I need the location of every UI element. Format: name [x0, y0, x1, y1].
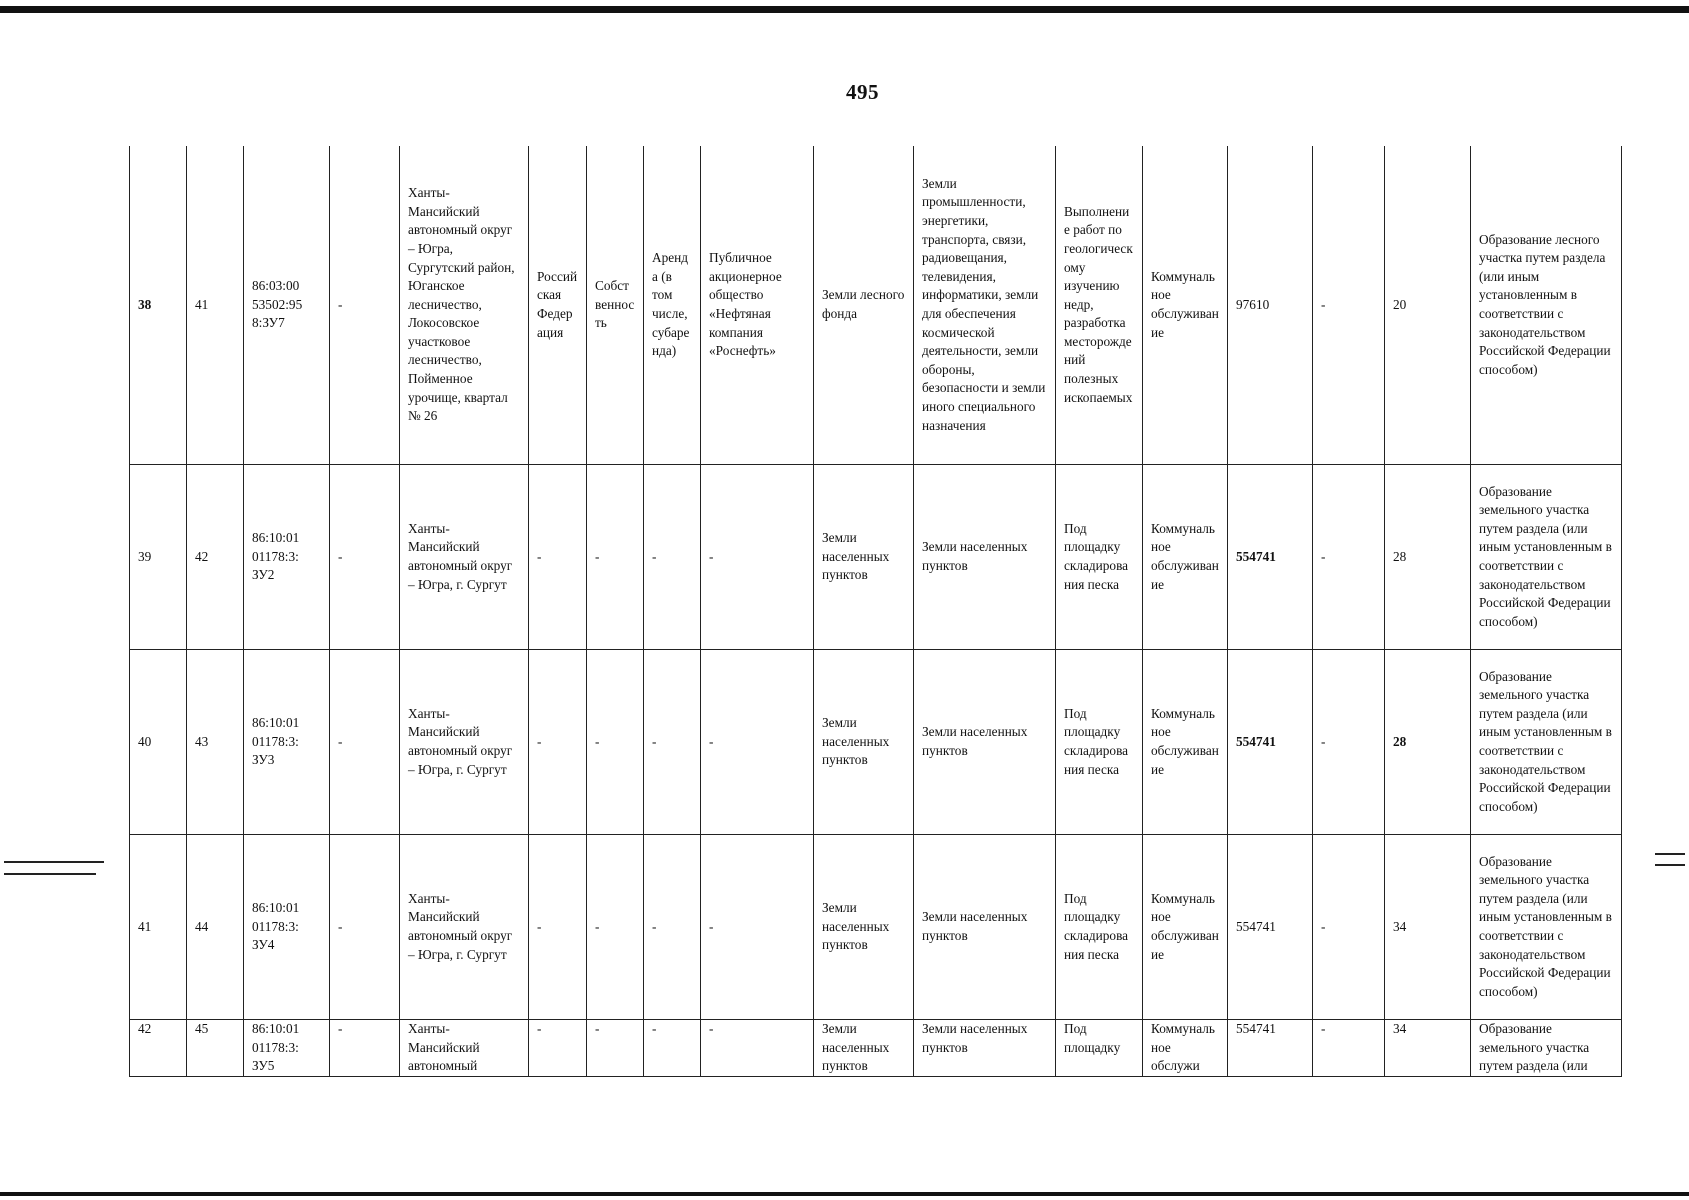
col15-cell: 28	[1385, 465, 1471, 650]
encumbrance-cell: -	[644, 650, 701, 835]
page-number: 495	[846, 80, 879, 104]
formation-cell: Образование земельного участка путем раздела (или иным установленным в соответствии с законодательством Российской Федерации способом)	[1471, 650, 1622, 835]
right-type-cell: Собственность	[587, 146, 644, 465]
table-row	[130, 146, 1622, 465]
extra-cell: -	[330, 146, 400, 465]
row-number: 40	[130, 650, 187, 835]
cadastral-number: 86:10:01 01178:3: ЗУ4	[244, 835, 330, 1020]
use-cell: Под площадку складирования песка	[1056, 465, 1143, 650]
owner-cell: -	[529, 835, 587, 1020]
use-cell: Под площадку складирования песка	[1056, 650, 1143, 835]
table-row	[130, 835, 1622, 1020]
object-number: 44	[187, 835, 244, 1020]
purpose-cell: Коммунальное обслужи	[1143, 1020, 1228, 1077]
purpose-cell: Коммунальное обслуживание	[1143, 465, 1228, 650]
table-row	[130, 1020, 1622, 1077]
category-cell: Земли лесного фонда	[814, 146, 914, 465]
owner-cell: Российская Федерация	[529, 146, 587, 465]
cadastral-number: 86:10:01 01178:3: ЗУ2	[244, 465, 330, 650]
holder-cell: -	[701, 835, 814, 1020]
purpose-cell: Коммунальное обслуживание	[1143, 146, 1228, 465]
area-cell: 554741	[1228, 465, 1313, 650]
formation-cell: Образование лесного участка путем раздела (или иным установленным в соответствии с законодательством Российской Федерации способом)	[1471, 146, 1622, 465]
right-type-cell: -	[587, 1020, 644, 1077]
col14-cell: -	[1313, 146, 1385, 465]
cadastral-number: 86:10:01 01178:3: ЗУ5	[244, 1020, 330, 1077]
extra-cell: -	[330, 1020, 400, 1077]
holder-cell: Публичное акционерное общество «Нефтяная компания «Роснефть»	[701, 146, 814, 465]
right-type-cell: -	[587, 835, 644, 1020]
row-number: 41	[130, 835, 187, 1020]
address-cell: Ханты-Мансийский автономный	[400, 1020, 529, 1077]
holder-cell: -	[701, 1020, 814, 1077]
margin-mark-left	[4, 861, 104, 863]
encumbrance-cell: -	[644, 835, 701, 1020]
owner-cell: -	[529, 1020, 587, 1077]
holder-cell: -	[701, 465, 814, 650]
right-type-cell: -	[587, 465, 644, 650]
margin-mark-left	[4, 873, 96, 875]
use-cell: Выполнение работ по геологическому изучению недр, разработка месторождений полезных ископаемых	[1056, 146, 1143, 465]
area-cell: 97610	[1228, 146, 1313, 465]
formation-cell: Образование земельного участка путем раздела (или	[1471, 1020, 1622, 1077]
extra-cell: -	[330, 465, 400, 650]
object-number: 43	[187, 650, 244, 835]
col14-cell: -	[1313, 465, 1385, 650]
cadastral-number: 86:10:01 01178:3: ЗУ3	[244, 650, 330, 835]
col14-cell: -	[1313, 1020, 1385, 1077]
category-cell: Земли населенных пунктов	[814, 465, 914, 650]
col14-cell: -	[1313, 650, 1385, 835]
object-number: 45	[187, 1020, 244, 1077]
category-new-cell: Земли населенных пунктов	[914, 835, 1056, 1020]
right-type-cell: -	[587, 650, 644, 835]
row-number: 42	[130, 1020, 187, 1077]
encumbrance-cell: Аренда (в том числе, субаренда)	[644, 146, 701, 465]
col15-cell: 34	[1385, 835, 1471, 1020]
col14-cell: -	[1313, 835, 1385, 1020]
col15-cell: 28	[1385, 650, 1471, 835]
holder-cell: -	[701, 650, 814, 835]
area-cell: 554741	[1228, 835, 1313, 1020]
purpose-cell: Коммунальное обслуживание	[1143, 835, 1228, 1020]
row-number: 38	[130, 146, 187, 465]
encumbrance-cell: -	[644, 465, 701, 650]
extra-cell: -	[330, 650, 400, 835]
category-new-cell: Земли населенных пунктов	[914, 1020, 1056, 1077]
table-row	[130, 465, 1622, 650]
purpose-cell: Коммунальное обслуживание	[1143, 650, 1228, 835]
address-cell: Ханты-Мансийский автономный округ – Югра, г. Сургут	[400, 650, 529, 835]
address-cell: Ханты-Мансийский автономный округ – Югра, г. Сургут	[400, 835, 529, 1020]
address-cell: Ханты-Мансийский автономный округ – Югра, г. Сургут	[400, 465, 529, 650]
category-new-cell: Земли населенных пунктов	[914, 650, 1056, 835]
scan-border-bottom	[0, 1192, 1689, 1196]
col15-cell: 20	[1385, 146, 1471, 465]
category-cell: Земли населенных пунктов	[814, 1020, 914, 1077]
area-cell: 554741	[1228, 650, 1313, 835]
object-number: 41	[187, 146, 244, 465]
owner-cell: -	[529, 465, 587, 650]
extra-cell: -	[330, 835, 400, 1020]
margin-mark-right	[1655, 864, 1685, 866]
table-row	[130, 650, 1622, 835]
address-cell: Ханты-Мансийский автономный округ – Югра, Сургутский район, Юганское лесничество, Локосовское участковое лесничество, Пойменное урочище, квартал № 26	[400, 146, 529, 465]
col15-cell: 34	[1385, 1020, 1471, 1077]
row-number: 39	[130, 465, 187, 650]
land-plot-register-table	[129, 146, 1622, 1077]
category-cell: Земли населенных пунктов	[814, 650, 914, 835]
use-cell: Под площадку складирования песка	[1056, 835, 1143, 1020]
formation-cell: Образование земельного участка путем раздела (или иным установленным в соответствии с законодательством Российской Федерации способом)	[1471, 835, 1622, 1020]
area-cell: 554741	[1228, 1020, 1313, 1077]
margin-mark-right	[1655, 853, 1685, 855]
formation-cell: Образование земельного участка путем раздела (или иным установленным в соответствии с законодательством Российской Федерации способом)	[1471, 465, 1622, 650]
use-cell: Под площадку	[1056, 1020, 1143, 1077]
object-number: 42	[187, 465, 244, 650]
cadastral-number: 86:03:00 53502:95 8:ЗУ7	[244, 146, 330, 465]
category-cell: Земли населенных пунктов	[814, 835, 914, 1020]
scan-border-top	[0, 6, 1689, 13]
category-new-cell: Земли населенных пунктов	[914, 465, 1056, 650]
encumbrance-cell: -	[644, 1020, 701, 1077]
owner-cell: -	[529, 650, 587, 835]
category-new-cell: Земли промышленности, энергетики, транспорта, связи, радиовещания, телевидения, информатики, земли для обеспечения космической деятельности, земли обороны, безопасности и земли иного специального назначения	[914, 146, 1056, 465]
